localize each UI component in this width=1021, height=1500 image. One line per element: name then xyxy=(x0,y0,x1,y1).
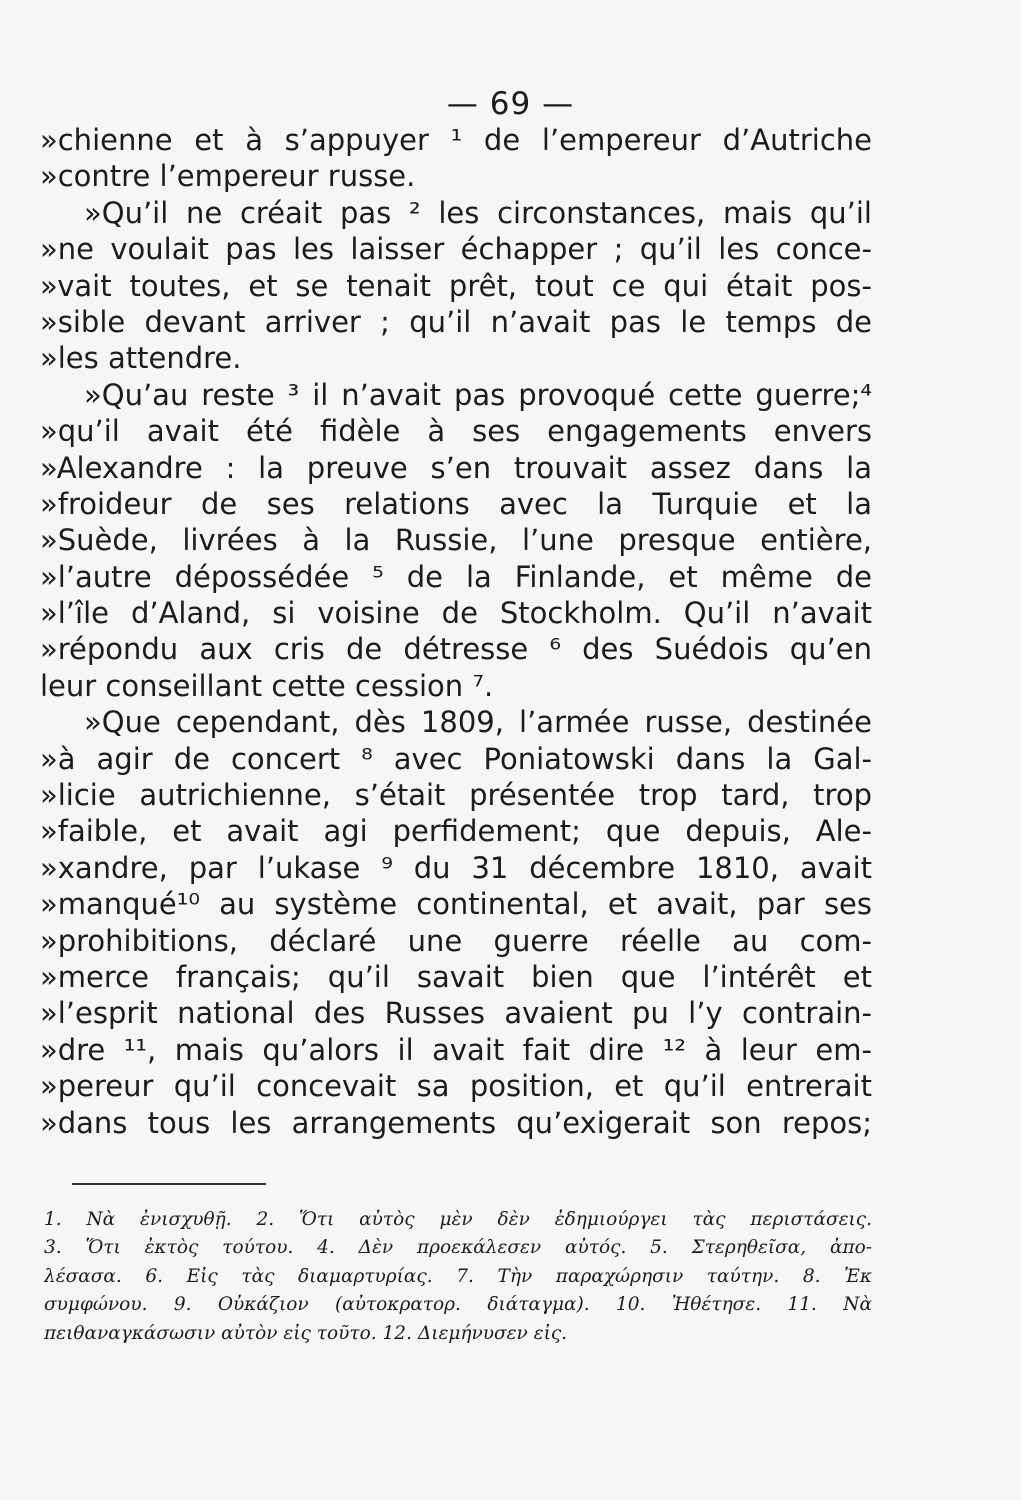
text-line: leur conseillant cette cession ⁷. xyxy=(40,668,494,703)
text-line: »sible devant arriver ; qu’il n’avait pas le temps de xyxy=(40,304,872,339)
text-line: »Qu’il ne créait pas ² les circonstances, mais qu’il xyxy=(84,195,872,230)
text-line: »pereur qu’il concevait sa position, et qu’il entrerait xyxy=(40,1069,872,1104)
footnote-divider xyxy=(72,1183,266,1185)
footnote-line: συμφώνου. 9. Οὐκάζιον (αὐτοκρατορ. διάταγμα). 10. Ἠθέτησε. 11. Νὰ xyxy=(44,1294,872,1316)
text-line: »contre l’empereur russe. xyxy=(40,159,416,194)
text-line: »répondu aux cris de détresse ⁶ des Suédois qu’en xyxy=(40,632,872,667)
text-line: »xandre, par l’ukase ⁹ du 31 décembre 1810, avait xyxy=(40,850,872,885)
body-text xyxy=(40,122,872,1141)
text-line: »qu’il avait été fidèle à ses engagements envers xyxy=(40,414,872,449)
text-line: »Qu’au reste ³ il n’avait pas provoqué cette guerre;⁴ xyxy=(84,377,872,412)
text-line: »dans tous les arrangements qu’exigerait son repos; xyxy=(40,1105,872,1140)
footnotes xyxy=(44,1206,872,1348)
text-line: »merce français; qu’il savait bien que l’intérêt et xyxy=(40,959,872,994)
text-line: »Que cependant, dès 1809, l’armée russe, destinée xyxy=(84,705,872,740)
footnote-line: λέσασα. 6. Εἰς τὰς διαμαρτυρίας. 7. Τὴν παραχώρησιν ταύτην. 8. Ἐκ xyxy=(44,1265,872,1287)
text-line: »les attendre. xyxy=(40,341,242,376)
footnote-line: πειθαναγκάσωσιν αὐτὸν εἰς τοῦτο. 12. Διεμήνυσεν εἰς. xyxy=(44,1322,568,1344)
text-line: »l’esprit national des Russes avaient pu l’y contrain- xyxy=(40,996,872,1031)
text-line: »l’île d’Aland, si voisine de Stockholm. Qu’il n’avait xyxy=(40,596,872,631)
text-line: »vait toutes, et se tenait prêt, tout ce qui était pos- xyxy=(40,268,872,303)
text-line: »Alexandre : la preuve s’en trouvait assez dans la xyxy=(40,450,872,485)
page-number: — 69 — xyxy=(446,86,575,122)
text-line: »froideur de ses relations avec la Turquie et la xyxy=(40,486,872,521)
text-line: »Suède, livrées à la Russie, l’une presque entière, xyxy=(40,523,872,558)
text-line: »l’autre dépossédée ⁵ de la Finlande, et même de xyxy=(40,559,872,594)
text-line: »faible, et avait agi perfidement; que depuis, Ale- xyxy=(40,814,872,849)
text-line: »dre ¹¹, mais qu’alors il avait fait dire ¹² à leur em- xyxy=(40,1032,872,1067)
footnote-line: 1. Νὰ ἐνισχυθῇ. 2. Ὅτι αὐτὸς μὲν δὲν ἐδημιούργει τὰς περιστάσεις. xyxy=(44,1209,872,1230)
text-line: »licie autrichienne, s’était présentée trop tard, trop xyxy=(40,778,872,813)
text-line: »chienne et à s’appuyer ¹ de l’empereur d’Autriche xyxy=(40,123,872,157)
text-line: »prohibitions, déclaré une guerre réelle au com- xyxy=(40,923,872,958)
text-line: »à agir de concert ⁸ avec Poniatowski dans la Gal- xyxy=(40,741,872,776)
text-line: »manqué¹⁰ au système continental, et avait, par ses xyxy=(40,887,872,922)
footnote-line: 3. Ὅτι ἐκτὸς τούτου. 4. Δὲν προεκάλεσεν αὐτός. 5. Στερηθεῖσα, ἀπο- xyxy=(44,1237,872,1259)
text-line: »ne voulait pas les laisser échapper ; qu’il les conce- xyxy=(40,232,872,267)
